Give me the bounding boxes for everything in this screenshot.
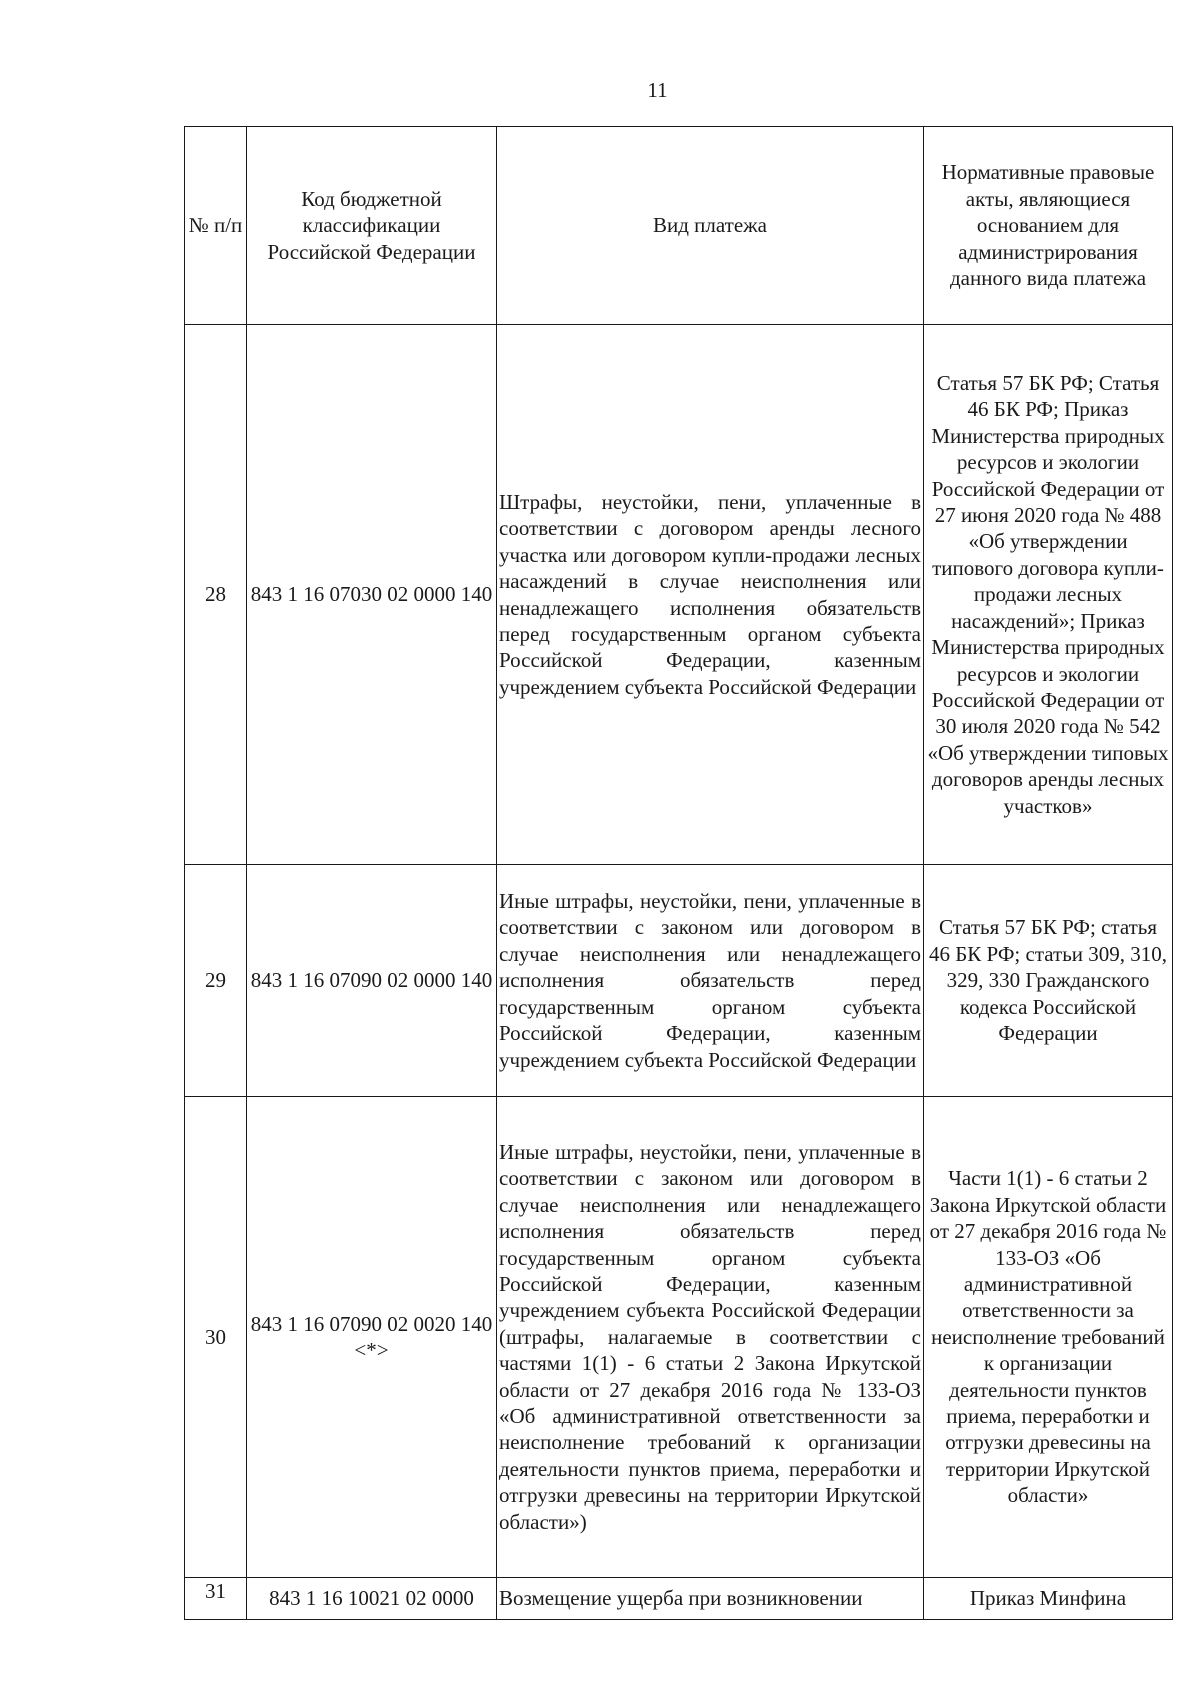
row-kind: Возмещение ущерба при возникновении <box>497 1578 924 1620</box>
row-code: 843 1 16 07030 02 0000 140 <box>247 325 497 865</box>
table-row <box>185 1097 1173 1578</box>
row-kind: Иные штрафы, неустойки, пени, уплаченные в соответствии с законом или договором в случае неисполнения или ненадлежащего исполнения обязательств перед государственным органом субъекта Российской Федерации, казенным учреждением субъекта Российской Федерации <box>497 865 924 1097</box>
row-num: 28 <box>185 325 247 865</box>
row-acts: Части 1(1) - 6 статьи 2 Закона Иркутской области от 27 декабря 2016 года № 133-ОЗ «Об административной ответственности за неисполнение требований к организации деятельности пунктов приема, переработки и отгрузки древесины на территории Иркутской области» <box>924 1097 1173 1578</box>
row-acts: Статья 57 БК РФ; Статья 46 БК РФ; Приказ Министерства природных ресурсов и экологии Российской Федерации от 27 июня 2020 года № 488 «Об утверждении типового договора купли-продажи лесных насаждений»; Приказ Министерства природных ресурсов и экологии Российской Федерации от 30 июля 2020 года № 542 «Об утверждении типовых договоров аренды лесных участков» <box>924 325 1173 865</box>
row-code: 843 1 16 07090 02 0020 140 <*> <box>247 1097 497 1578</box>
page-number: 11 <box>647 78 668 102</box>
row-num: 29 <box>185 865 247 1097</box>
table-row <box>185 325 1173 865</box>
row-num: 30 <box>185 1097 247 1578</box>
header-code: Код бюджетной классификации Российской Федерации <box>247 127 497 325</box>
header-acts: Нормативные правовые акты, являющиеся основанием для администрирования данного вида платежа <box>924 127 1173 325</box>
row-kind: Иные штрафы, неустойки, пени, уплаченные в соответствии с законом или договором в случае неисполнения или ненадлежащего исполнения обязательств перед государственным органом субъекта Российской Федерации, казенным учреждением субъекта Российской Федерации (штрафы, налагаемые в соответствии с частями 1(1) - 6 статьи 2 Закона Иркутской области от 27 декабря 2016 года № 133-ОЗ «Об административной ответственности за неисполнение требований к организации деятельности пунктов приема, переработки и отгрузки древесины на территории Иркутской области») <box>497 1097 924 1578</box>
row-code: 843 1 16 07090 02 0000 140 <box>247 865 497 1097</box>
row-acts: Статья 57 БК РФ; статья 46 БК РФ; статьи 309, 310, 329, 330 Гражданского кодекса Российской Федерации <box>924 865 1173 1097</box>
budget-classification-table <box>184 126 1173 1620</box>
row-kind: Штрафы, неустойки, пени, уплаченные в соответствии с договором аренды лесного участка или договором купли-продажи лесных насаждений в случае неисполнения или ненадлежащего исполнения обязательств перед государственным органом субъекта Российской Федерации, казенным учреждением субъекта Российской Федерации <box>497 325 924 865</box>
header-kind: Вид платежа <box>497 127 924 325</box>
row-code: 843 1 16 10021 02 0000 <box>247 1578 497 1620</box>
table-row <box>185 1578 1173 1620</box>
row-num: 31 <box>185 1578 247 1620</box>
header-num: № п/п <box>185 127 247 325</box>
row-acts: Приказ Минфина <box>924 1578 1173 1620</box>
table-row <box>185 865 1173 1097</box>
table-header-row <box>185 127 1173 325</box>
